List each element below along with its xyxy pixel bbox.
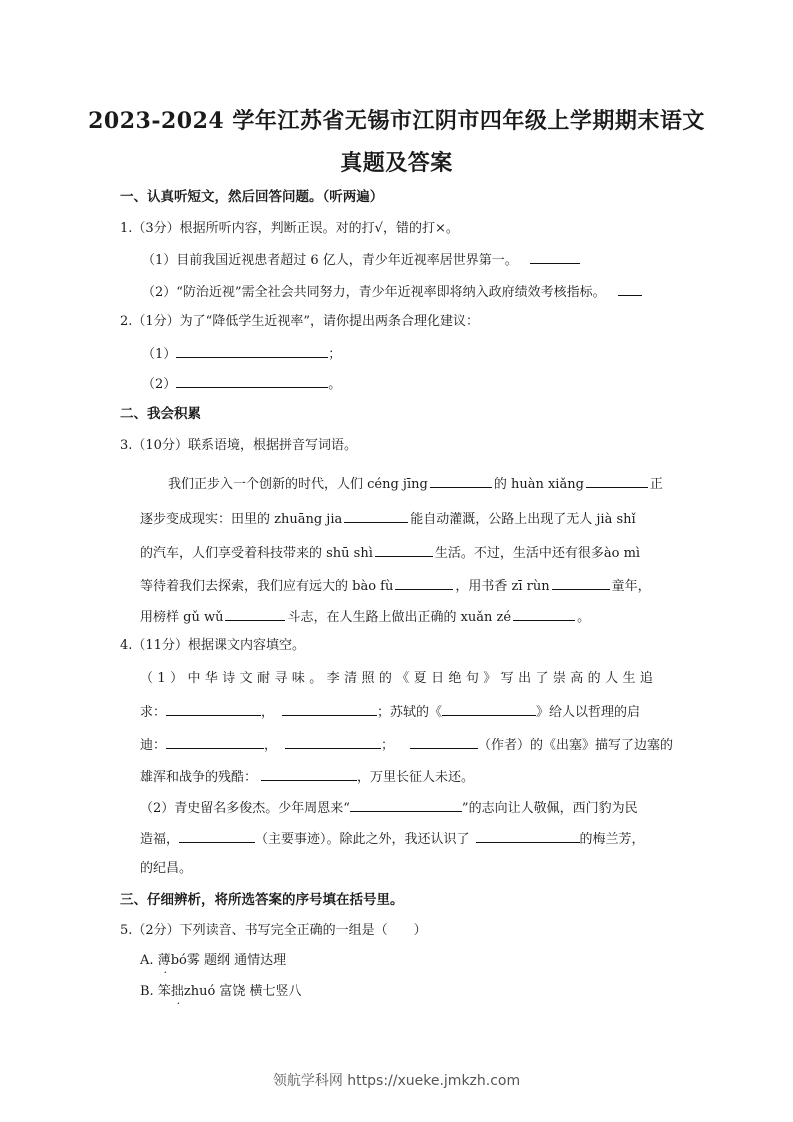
q5-option-b[interactable]: [140, 983, 302, 1001]
q3-text-3a: 的汽车，人们享受着科技带来的 shū shì: [140, 546, 373, 561]
q4-blank-1[interactable]: [166, 702, 261, 716]
q3-text-5c: 。: [577, 610, 591, 625]
section3-heading: 三、仔细辨析，将所选答案的序号填在括号里。: [120, 892, 404, 908]
q1-item1-text: （1）目前我国近视患者超过 6 亿人，青少年近视率居世界第一。: [142, 253, 518, 268]
q3-line3: [140, 543, 640, 563]
q1-item2: [142, 282, 642, 302]
q2-item1-label: （1）: [142, 347, 177, 362]
footer-watermark: 领航学科网 https://xueke.jmkzh.com: [272, 1073, 521, 1089]
q2-item1-blank[interactable]: [176, 344, 328, 358]
q4-s1-line1: （1）中华诗文耐寻味。李清照的《夏日绝句》写出了崇高的人生追: [140, 671, 658, 686]
q3-text-1c: 正: [649, 477, 663, 492]
q4-blank-10[interactable]: [476, 829, 580, 843]
q3-text-5b: 斗志，在人生路上做出正确的 xuǎn zé: [287, 610, 512, 625]
q3-text-3b: 生活。不过，生活中还有很多ào mì: [434, 546, 641, 561]
q3-text-4c: 童年，: [611, 579, 651, 594]
q3-text-1a: 我们正步入一个创新的时代，人们 céng jīng: [168, 477, 428, 492]
q2-item2-end: 。: [328, 377, 342, 392]
q3-blank-huanxiang[interactable]: [586, 474, 648, 488]
q4-text-2d: 》给人以哲理的启: [536, 705, 641, 720]
q4-text-s2-2b: （主要事迹）。除此之外，我还认识了: [255, 832, 470, 847]
q1-item1-blank[interactable]: [530, 250, 580, 264]
q4-s2-line2: [140, 829, 645, 849]
q2-item1: [142, 344, 341, 364]
q2-item2-blank[interactable]: [176, 374, 328, 388]
q4-text-3b: ，: [264, 738, 278, 753]
q4-blank-5[interactable]: [285, 735, 381, 749]
q4-blank-4[interactable]: [166, 735, 264, 749]
q2-item2-label: （2）: [142, 377, 177, 392]
q5-option-b-text: zhuó 富饶 横七竖八: [183, 984, 302, 999]
q4-s2-line1: [140, 798, 638, 818]
q4-text-s2-2a: 造福，: [140, 832, 180, 847]
q3-blank-baofu[interactable]: [395, 576, 453, 590]
q3-blank-guwu[interactable]: [225, 607, 285, 621]
q3-blank-zirun[interactable]: [552, 576, 610, 590]
q5-option-a-marked-char: 薄: [157, 953, 171, 968]
q5-option-a-label: A.: [140, 953, 154, 968]
q4-text-2a: 求：: [140, 705, 167, 720]
q3-text-1b: 的 huàn xiǎng: [493, 477, 584, 492]
q4-blank-3[interactable]: [442, 702, 536, 716]
q3-text-2b: 能自动灌溉，公路上出现了无人 jià shǐ: [410, 512, 636, 527]
q4-blank-6[interactable]: [410, 735, 478, 749]
q4-text-s2-2c: 的梅兰芳，: [579, 832, 645, 847]
q4-text-4b: ，万里长征人未还。: [357, 770, 475, 785]
q4-s1-line4: [140, 767, 474, 787]
q1-item2-blank[interactable]: [618, 282, 642, 296]
q2-stem: 2.（1分）为了“降低学生近视率”，请你提出两条合理化建议：: [120, 314, 479, 329]
q4-text-s2-1a: （2）青史留名多俊杰。少年周恩来“: [140, 801, 350, 816]
q3-blank-zhuangjia[interactable]: [344, 509, 408, 523]
document-title-line2: 真题及答案: [340, 150, 453, 176]
q3-line5: [140, 607, 590, 627]
q3-line4: [140, 576, 651, 596]
q4-text-s2-1b: ”的志向让人敬佩，西门豹为民: [461, 801, 638, 816]
q3-text-4a: 等待着我们去探索，我们应有远大的 bào fù: [140, 579, 394, 594]
q2-item2: [142, 374, 341, 394]
q3-blank-xuanze[interactable]: [513, 607, 575, 621]
q4-s1-line3: [140, 735, 673, 755]
q1-stem: 1.（3分）根据所听内容，判断正误。对的打√，错的打×。: [120, 221, 459, 236]
q4-text-2b: ，: [261, 705, 275, 720]
q4-text-3d: （作者）的《出塞》描写了边塞的: [478, 738, 674, 753]
q4-s2-line3: 的纪昌。: [140, 861, 193, 876]
q3-stem: 3.（10分）联系语境，根据拼音写词语。: [120, 438, 357, 453]
q4-blank-8[interactable]: [350, 798, 462, 812]
q3-text-4b: ，用书香 zī rùn: [455, 579, 550, 594]
q4-text-3c: ；: [381, 738, 395, 753]
q3-blank-cengjing[interactable]: [430, 474, 492, 488]
q4-blank-7[interactable]: [261, 767, 357, 781]
q5-option-b-label: B. 笨: [140, 984, 171, 999]
q5-stem: 5.（2分）下列读音、书写完全正确的一组是（ ）: [120, 923, 427, 938]
q4-stem: 4.（11分）根据课文内容填空。: [120, 638, 305, 653]
q1-item1: [142, 250, 580, 270]
q3-text-2a: 逐步变成现实：田里的 zhuāng jia: [140, 512, 343, 527]
section1-heading: 一、认真听短文，然后回答问题。（听两遍）: [120, 189, 384, 205]
q3-blank-shushi[interactable]: [375, 543, 433, 557]
q1-item2-text: （2）“防治近视”需全社会共同努力，青少年近视率即将纳入政府绩效考核指标。: [142, 285, 606, 300]
q3-text-5a: 用榜样 gǔ wǔ: [140, 610, 224, 625]
q5-option-a[interactable]: [140, 952, 286, 970]
q4-text-4a: 雄浑和战争的残酷：: [140, 770, 258, 785]
q5-option-b-marked-char: 拙: [170, 984, 184, 999]
q4-text-3a: 迪：: [140, 738, 167, 753]
section2-heading: 二、我会积累: [120, 406, 201, 422]
q3-line2: [140, 509, 636, 529]
document-title-line1: 2023-2024 学年江苏省无锡市江阴市四年级上学期期末语文: [88, 108, 705, 134]
q2-item1-end: ；: [328, 347, 342, 362]
q4-blank-9[interactable]: [179, 829, 255, 843]
q4-blank-2[interactable]: [282, 702, 377, 716]
q4-text-2c: ；苏轼的《: [377, 705, 443, 720]
q3-line1: [168, 474, 663, 494]
q4-s1-line2: [140, 702, 640, 722]
q5-option-a-text: bó雾 题纲 通情达理: [170, 953, 287, 968]
